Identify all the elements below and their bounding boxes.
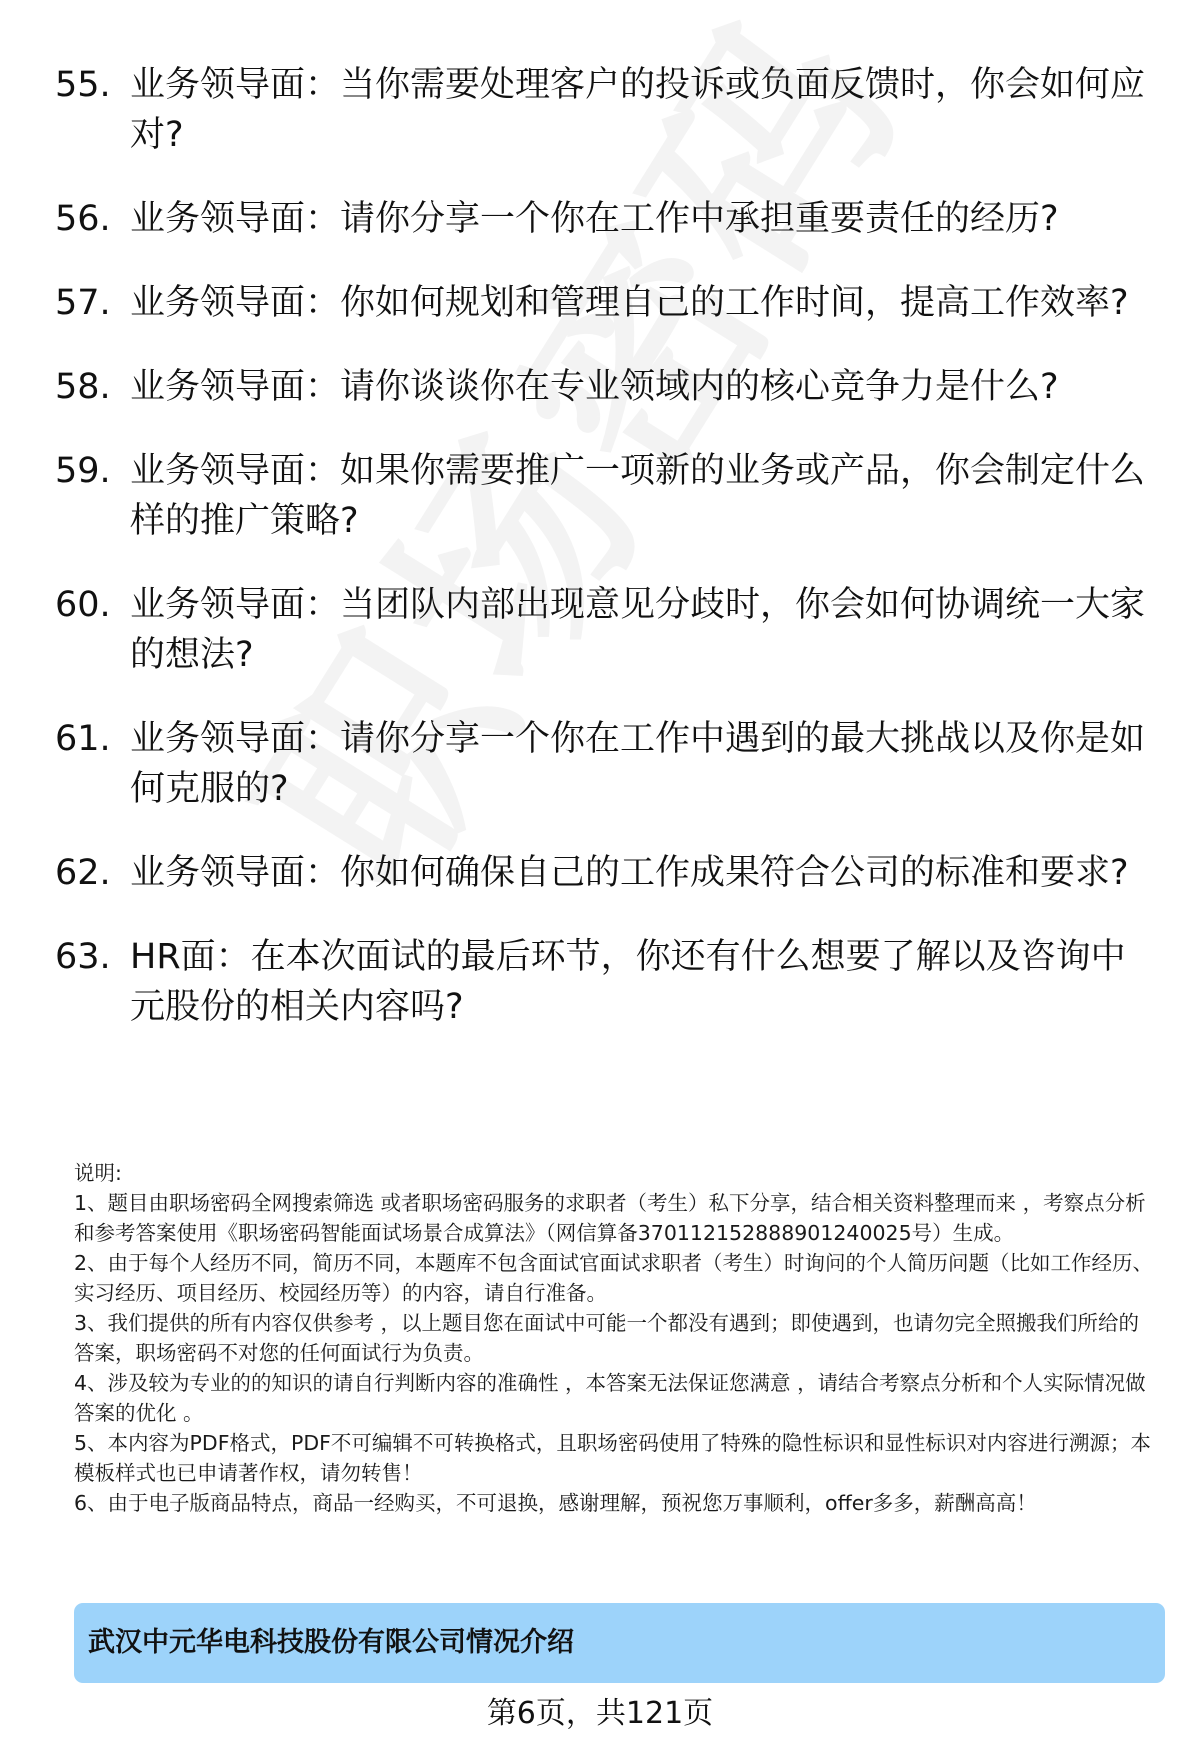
note-item: 1、题目由职场密码全网搜索筛选 或者职场密码服务的求职者（考生）私下分享，结合相关资料整理而来 ，考察点分析和参考答案使用《职场密码智能面试场景合成算法》（网信算备370112152888901240025号）生成。 [74,1191,1146,1245]
question-number: 59. [55,451,111,491]
question-number: 56. [55,199,111,239]
question-text: 业务领导面：你如何确保自己的工作成果符合公司的标准和要求? [130,853,1129,893]
question-item [0,60,1160,160]
question-text: 业务领导面：当团队内部出现意见分歧时，你会如何协调统一大家的想法? [130,585,1146,675]
question-number: 62. [55,853,111,893]
question-item [0,580,1160,680]
notes-title: 说明: [74,1161,122,1185]
question-item [0,446,1160,546]
question-item [0,194,1160,244]
question-number: 57. [55,283,111,323]
question-number: 61. [55,719,111,759]
question-text: 业务领导面：你如何规划和管理自己的工作时间，提高工作效率? [130,283,1129,323]
section-header-title: 武汉中元华电科技股份有限公司情况介绍 [88,1627,574,1658]
note-item: 3、我们提供的所有内容仅供参考 ，以上题目您在面试中可能一个都没有遇到；即使遇到，也请勿完全照搬我们所给的答案，职场密码不对您的任何面试行为负责。 [74,1311,1140,1365]
page-number: 第6页，共121页 [486,1696,714,1731]
section-header-banner [74,1603,1165,1683]
disclaimer-notes [74,1158,1159,1518]
question-list [0,60,1200,1066]
question-number: 60. [55,585,111,625]
note-item: 4、涉及较为专业的的知识的请自行判断内容的准确性 ，本答案无法保证您满意 ，请结合考察点分析和个人实际情况做答案的优化 。 [74,1371,1146,1425]
question-item [0,932,1160,1032]
question-text: 业务领导面：请你谈谈你在专业领域内的核心竞争力是什么? [130,367,1059,407]
note-item: 2、由于每个人经历不同，简历不同，本题库不包含面试官面试求职者（考生）时询问的个人简历问题（比如工作经历、实习经历、项目经历、校园经历等）的内容，请自行准备。 [74,1251,1154,1305]
question-text: 业务领导面：当你需要处理客户的投诉或负面反馈时，你会如何应对? [130,65,1146,155]
question-item [0,362,1160,412]
question-text: 业务领导面：请你分享一个你在工作中承担重要责任的经历? [130,199,1059,239]
question-number: 63. [55,937,111,977]
question-item [0,848,1160,898]
question-number: 55. [55,65,111,105]
question-text: 业务领导面：如果你需要推广一项新的业务或产品，你会制定什么样的推广策略? [130,451,1146,541]
question-item [0,714,1160,814]
question-text: 业务领导面：请你分享一个你在工作中遇到的最大挑战以及你是如何克服的? [130,719,1146,809]
note-item: 5、本内容为PDF格式，PDF不可编辑不可转换格式，且职场密码使用了特殊的隐性标识和显性标识对内容进行溯源；本模板样式也已申请著作权，请勿转售！ [74,1431,1151,1485]
note-item: 6、由于电子版商品特点，商品一经购买，不可退换，感谢理解，预祝您万事顺利，offer多多，薪酬高高！ [74,1491,1037,1515]
question-number: 58. [55,367,111,407]
question-item [0,278,1160,328]
question-text: HR面：在本次面试的最后环节，你还有什么想要了解以及咨询中元股份的相关内容吗? [130,937,1126,1027]
